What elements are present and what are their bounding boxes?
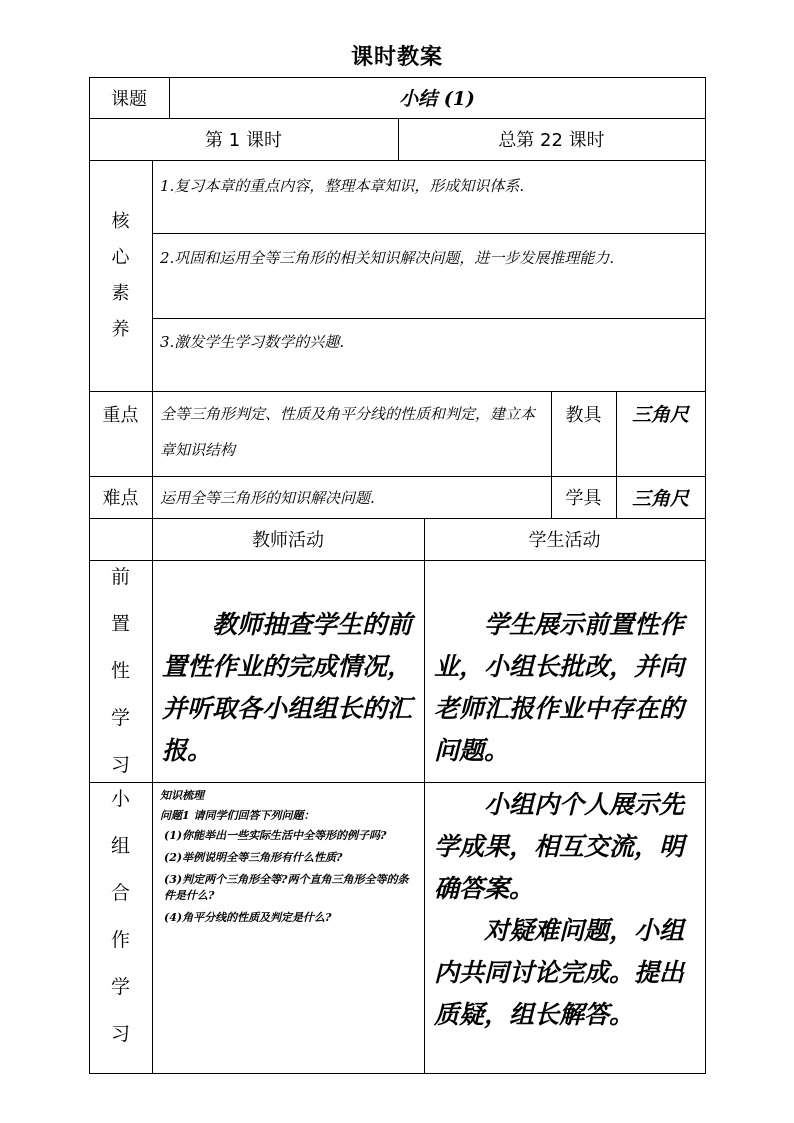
review-question: 问题1 请同学们回答下列问题： (160, 809, 315, 822)
current-period: 第 1 课时 (205, 130, 282, 151)
key-point-label: 重点 (102, 404, 139, 426)
core-item-3: 3.激发学生学习数学的兴趣. (160, 333, 345, 351)
topic-value: 小结 (1) (399, 88, 475, 110)
knowledge-review (160, 788, 418, 1068)
review-item-1: (1)你能举出一些实际生活中全等形的例子吗? (164, 829, 387, 842)
review-item-3: (3)判定两个三角形全等?两个直角三角形全等的条件是什么? (164, 873, 409, 902)
total-period: 总第 22 课时 (498, 130, 605, 151)
teaching-aid-value: 三角尺 (631, 404, 689, 426)
learning-aid-value: 三角尺 (631, 487, 689, 510)
review-item-4: (4)角平分线的性质及判定是什么? (164, 911, 332, 924)
learning-aid-label: 学具 (565, 488, 602, 509)
review-heading: 知识梳理 (160, 789, 204, 802)
teaching-aid-label: 教具 (565, 404, 602, 426)
group-study-student-text-1: 小组内个人展示先学成果，相互交流，明确答案。 (434, 790, 685, 903)
core-item-1: 1.复习本章的重点内容，整理本章知识，形成知识体系. (160, 177, 525, 195)
core-item-2: 2.巩固和运用全等三角形的相关知识解决问题，进一步发展推理能力. (160, 249, 615, 267)
pre-study-student-text: 学生展示前置性作业，小组长批改，并向老师汇报作业中存在的问题。 (434, 610, 685, 765)
student-activity-header: 学生活动 (528, 530, 601, 551)
difficulty-text: 运用全等三角形的知识解决问题. (160, 489, 375, 507)
teacher-activity-header: 教师活动 (252, 530, 324, 551)
group-study-label: 小 组 合 作 学 习 (110, 788, 130, 1045)
topic-label: 课题 (111, 88, 147, 110)
pre-study-teacher-text: 教师抽查学生的前置性作业的完成情况，并听取各小组组长的汇报。 (162, 610, 413, 765)
group-study-student-text-2: 对疑难问题，小组内共同讨论完成。提出质疑，组长解答。 (434, 916, 685, 1029)
review-item-2: (2)举例说明全等三角形有什么性质? (164, 851, 343, 864)
key-point-text: 全等三角形判定、性质及角平分线的性质和判定，建立本章知识结构 (160, 405, 536, 459)
difficulty-label: 难点 (102, 488, 139, 509)
pre-study-label: 前 置 性 学 习 (110, 565, 130, 776)
page-title: 课时教案 (350, 44, 443, 70)
core-literacy-label: 核心素养 (111, 210, 130, 340)
